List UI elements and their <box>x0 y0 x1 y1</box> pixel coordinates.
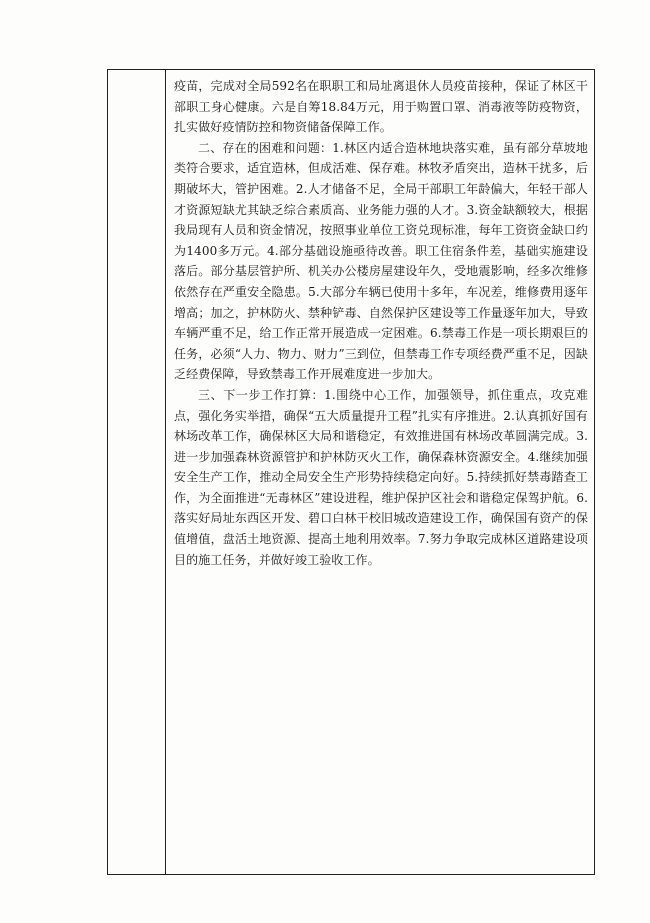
label-column <box>108 70 166 874</box>
paragraph-difficulties-and-problems: 二、存在的困难和问题：1.林区内适合造林地块落实难，虽有部分草坡地类符合要求，适宜造林，但成活难、保存难。林牧矛盾突出，造林干扰多，后期破坏大，管护困难。2.人才储备不足，全局干部职工年龄偏大，年轻干部人才资源短缺尤其缺乏综合素质高、业务能力强的人才。3.资金缺额较大，根据我局现有人员和资金情况，按照事业单位工资兑现标准，每年工资资金缺口约为1400多万元。4.部分基础设施亟待改善。职工住宿条件差，基础实施建设落后。部分基层管护所、机关办公楼房屋建设年久，受地震影响，经多次维修依然存在严重安全隐患。5.大部分车辆已使用十多年，车况差，维修费用逐年增高；加之，护林防火、禁种铲毒、自然保护区建设等工作量逐年加大，导致车辆严重不足，给工作正常开展造成一定困难。6.禁毒工作是一项长期艰巨的任务，必须“人力、物力、财力”三到位，但禁毒工作专项经费严重不足，因缺乏经费保障，导致禁毒工作开展难度进一步加大。 <box>174 140 588 382</box>
report-table <box>107 69 595 875</box>
report-content <box>174 76 588 570</box>
paragraph-next-work-plan: 三、下一步工作打算：1.围绕中心工作，加强领导，抓住重点，攻克难点，强化务实举措，确保“五大质量提升工程”扎实有序推进。2.认真抓好国有林场改革工作，确保林区大局和谐稳定，有效推进国有林场改革圆满完成。3.进一步加强森林资源管护和护林防灭火工作，确保森林资源安全。4.继续加强安全生产工作，推动全局安全生产形势持续稳定向好。5.持续抓好禁毒踏查工作，为全面推进“无毒林区”建设进程，维护保护区社会和谐稳定保驾护航。6.落实好局址东西区开发、碧口白林干校旧城改造建设工作，确保国有资产的保值增值，盘活土地资源、提高土地利用效率。7.努力争取完成林区道路建设项目的施工任务，并做好竣工验收工作。 <box>174 387 588 567</box>
paragraph-epidemic-prevention: 疫苗，完成对全局592名在职职工和局址离退休人员疫苗接种，保证了林区干部职工身心健康。六是自筹18.84万元，用于购置口罩、消毒液等防疫物资，扎实做好疫情防控和物资储备保障工作。 <box>174 79 588 135</box>
